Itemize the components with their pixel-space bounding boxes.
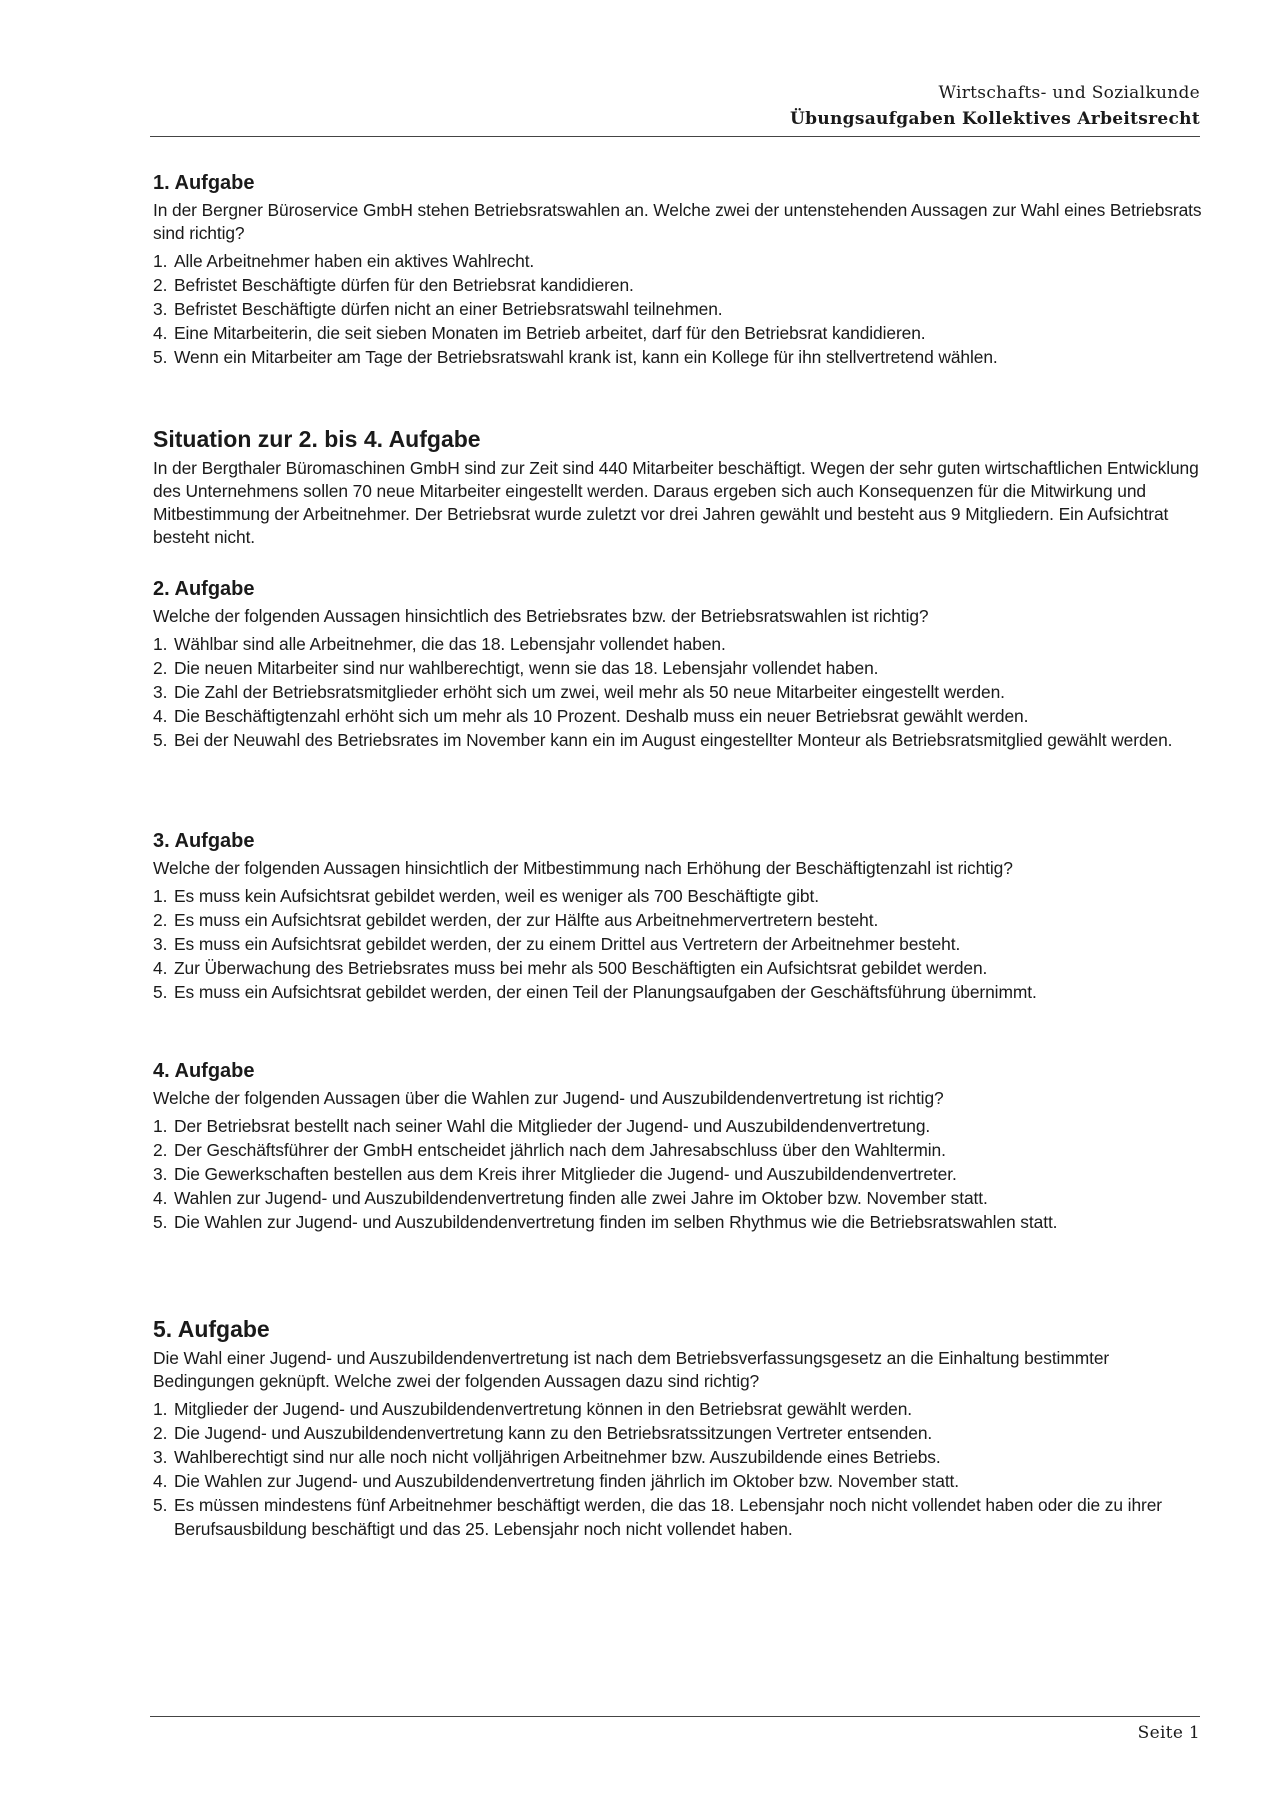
task-4-options (153, 1114, 1203, 1234)
task-3-heading: 3. Aufgabe (153, 830, 255, 852)
option-item (153, 656, 1203, 680)
option-number: 5. (153, 730, 168, 750)
task-2-heading: 2. Aufgabe (153, 578, 255, 600)
option-number: 1. (153, 634, 168, 654)
option-number: 5. (153, 1495, 168, 1515)
option-number: 3. (153, 1164, 168, 1184)
option-item (153, 908, 1203, 932)
option-number: 1. (153, 1399, 168, 1419)
page-number: Seite 1 (1137, 1723, 1200, 1743)
option-number: 4. (153, 706, 168, 726)
option-text: Die neuen Mitarbeiter sind nur wahlberechtigt, wenn sie das 18. Lebensjahr vollendet haben. (174, 658, 879, 678)
option-text: Die Beschäftigtenzahl erhöht sich um mehr als 10 Prozent. Deshalb muss ein neuer Betriebsrat gewählt werden. (174, 706, 1029, 726)
option-number: 3. (153, 1447, 168, 1467)
option-text: Wahlberechtigt sind nur alle noch nicht volljährigen Arbeitnehmer bzw. Auszubildende eines Betriebs. (174, 1447, 941, 1467)
option-text: Befristet Beschäftigte dürfen nicht an einer Betriebsratswahl teilnehmen. (174, 299, 723, 319)
task-5-question: Die Wahl einer Jugend- und Auszubildendenvertretung ist nach dem Betriebsverfassungsgesetz an die Einhaltung bestimmter Bedingungen geknüpft. Welche zwei der folgenden Aussagen dazu sind richtig? (153, 1348, 1110, 1391)
option-item (153, 1186, 1203, 1210)
option-item (153, 1445, 1203, 1469)
option-text: Wahlen zur Jugend- und Auszubildendenvertretung finden alle zwei Jahre im Oktober bzw. November statt. (174, 1188, 988, 1208)
task-3-options (153, 884, 1203, 1004)
task-5 (153, 1314, 1203, 1541)
option-item (153, 1210, 1203, 1234)
option-text: Der Betriebsrat bestellt nach seiner Wahl die Mitglieder der Jugend- und Auszubildendenvertretung. (174, 1116, 931, 1136)
task-4 (153, 1058, 1203, 1234)
option-item (153, 321, 1203, 345)
option-item (153, 249, 1203, 273)
option-text: Es muss ein Aufsichtsrat gebildet werden, der einen Teil der Planungsaufgaben der Geschäftsführung übernimmt. (174, 982, 1037, 1002)
option-item (153, 680, 1203, 704)
option-item (153, 1421, 1203, 1445)
option-text: Zur Überwachung des Betriebsrates muss bei mehr als 500 Beschäftigten ein Aufsichtsrat gebildet werden. (174, 958, 988, 978)
option-text: Die Gewerkschaften bestellen aus dem Kreis ihrer Mitglieder die Jugend- und Auszubildendenvertreter. (174, 1164, 957, 1184)
option-item (153, 728, 1203, 752)
option-item (153, 1114, 1203, 1138)
option-text: Es muss ein Aufsichtsrat gebildet werden, der zu einem Drittel aus Vertretern der Arbeitnehmer besteht. (174, 934, 961, 954)
option-text: Es muss ein Aufsichtsrat gebildet werden, der zur Hälfte aus Arbeitnehmervertretern besteht. (174, 910, 879, 930)
task-5-options (153, 1397, 1203, 1541)
option-number: 1. (153, 886, 168, 906)
task-1-options (153, 249, 1203, 369)
option-item (153, 884, 1203, 908)
option-item (153, 297, 1203, 321)
option-text: Die Zahl der Betriebsratsmitglieder erhöht sich um zwei, weil mehr als 50 neue Mitarbeiter eingestellt werden. (174, 682, 1005, 702)
task-4-heading: 4. Aufgabe (153, 1060, 255, 1082)
option-text: Die Wahlen zur Jugend- und Auszubildendenvertretung finden im selben Rhythmus wie die Betriebsratswahlen statt. (174, 1212, 1058, 1232)
option-number: 1. (153, 251, 168, 271)
option-number: 1. (153, 1116, 168, 1136)
option-item (153, 1397, 1203, 1421)
option-text: Es muss kein Aufsichtsrat gebildet werden, weil es weniger als 700 Beschäftigte gibt. (174, 886, 819, 906)
option-number: 4. (153, 1188, 168, 1208)
option-text: Es müssen mindestens fünf Arbeitnehmer beschäftigt werden, die das 18. Lebensjahr noch nicht vollendet haben oder die zu ihrer Berufsausbildung beschäftigt und das 25. Lebensjahr noch nicht vollendet haben. (174, 1495, 1162, 1539)
option-number: 2. (153, 1423, 168, 1443)
option-item (153, 1469, 1203, 1493)
option-text: Wenn ein Mitarbeiter am Tage der Betriebsratswahl krank ist, kann ein Kollege für ihn stellvertretend wählen. (174, 347, 998, 367)
option-item (153, 1162, 1203, 1186)
option-item (153, 273, 1203, 297)
option-item (153, 704, 1203, 728)
option-number: 4. (153, 323, 168, 343)
page-footer (150, 1716, 1200, 1743)
task-3 (153, 828, 1203, 1004)
option-text: Der Geschäftsführer der GmbH entscheidet jährlich nach dem Jahresabschluss über den Wahltermin. (174, 1140, 946, 1160)
option-number: 5. (153, 347, 168, 367)
option-item (153, 632, 1203, 656)
option-text: Die Wahlen zur Jugend- und Auszubildendenvertretung finden jährlich im Oktober bzw. November statt. (174, 1471, 960, 1491)
document-title: Übungsaufgaben Kollektives Arbeitsrecht (790, 109, 1200, 129)
option-number: 4. (153, 958, 168, 978)
option-number: 2. (153, 275, 168, 295)
task-4-question: Welche der folgenden Aussagen über die Wahlen zur Jugend- und Auszubildendenvertretung ist richtig? (153, 1088, 944, 1108)
task-2 (153, 576, 1203, 752)
task-1-question: In der Bergner Büroservice GmbH stehen Betriebsratswahlen an. Welche zwei der untenstehenden Aussagen zur Wahl eines Betriebsrats sind richtig? (153, 200, 1202, 243)
option-text: Eine Mitarbeiterin, die seit sieben Monaten im Betrieb arbeitet, darf für den Betriebsrat kandidieren. (174, 323, 926, 343)
option-number: 2. (153, 658, 168, 678)
option-text: Bei der Neuwahl des Betriebsrates im November kann ein im August eingestellter Monteur als Betriebsratsmitglied gewählt werden. (174, 730, 1173, 750)
option-item (153, 980, 1203, 1004)
option-number: 2. (153, 1140, 168, 1160)
option-number: 2. (153, 910, 168, 930)
option-number: 3. (153, 934, 168, 954)
option-item (153, 1138, 1203, 1162)
option-number: 3. (153, 299, 168, 319)
option-item (153, 956, 1203, 980)
situation-text: In der Bergthaler Büromaschinen GmbH sind zur Zeit sind 440 Mitarbeiter beschäftigt. Wegen der sehr guten wirtschaftlichen Entwicklung des Unternehmens sollen 70 neue Mitarbeiter eingestellt werden. Daraus ergeben sich auch Konsequenzen für die Mitwirkung und Mitbestimmung der Arbeitnehmer. Der Betriebsrat wurde zuletzt vor drei Jahren gewählt und besteht aus 9 Mitgliedern. Ein Aufsichtrat besteht nicht. (153, 458, 1199, 547)
page-header (150, 80, 1200, 137)
option-item (153, 932, 1203, 956)
option-number: 5. (153, 982, 168, 1002)
situation (153, 424, 1203, 553)
option-text: Mitglieder der Jugend- und Auszubildendenvertretung können in den Betriebsrat gewählt werden. (174, 1399, 913, 1419)
subject-title: Wirtschafts- und Sozialkunde (938, 83, 1200, 103)
task-2-options (153, 632, 1203, 752)
situation-heading: Situation zur 2. bis 4. Aufgabe (153, 426, 481, 452)
option-item (153, 345, 1203, 369)
task-5-heading: 5. Aufgabe (153, 1316, 270, 1342)
task-3-question: Welche der folgenden Aussagen hinsichtlich der Mitbestimmung nach Erhöhung der Beschäftigtenzahl ist richtig? (153, 858, 1013, 878)
task-1-heading: 1. Aufgabe (153, 172, 255, 194)
task-1 (153, 170, 1203, 369)
task-2-question: Welche der folgenden Aussagen hinsichtlich des Betriebsrates bzw. der Betriebsratswahlen ist richtig? (153, 606, 929, 626)
option-number: 4. (153, 1471, 168, 1491)
option-text: Wählbar sind alle Arbeitnehmer, die das 18. Lebensjahr vollendet haben. (174, 634, 726, 654)
option-number: 3. (153, 682, 168, 702)
option-text: Die Jugend- und Auszubildendenvertretung kann zu den Betriebsratssitzungen Vertreter entsenden. (174, 1423, 933, 1443)
option-number: 5. (153, 1212, 168, 1232)
option-text: Alle Arbeitnehmer haben ein aktives Wahlrecht. (174, 251, 535, 271)
option-item (153, 1493, 1203, 1541)
option-text: Befristet Beschäftigte dürfen für den Betriebsrat kandidieren. (174, 275, 634, 295)
